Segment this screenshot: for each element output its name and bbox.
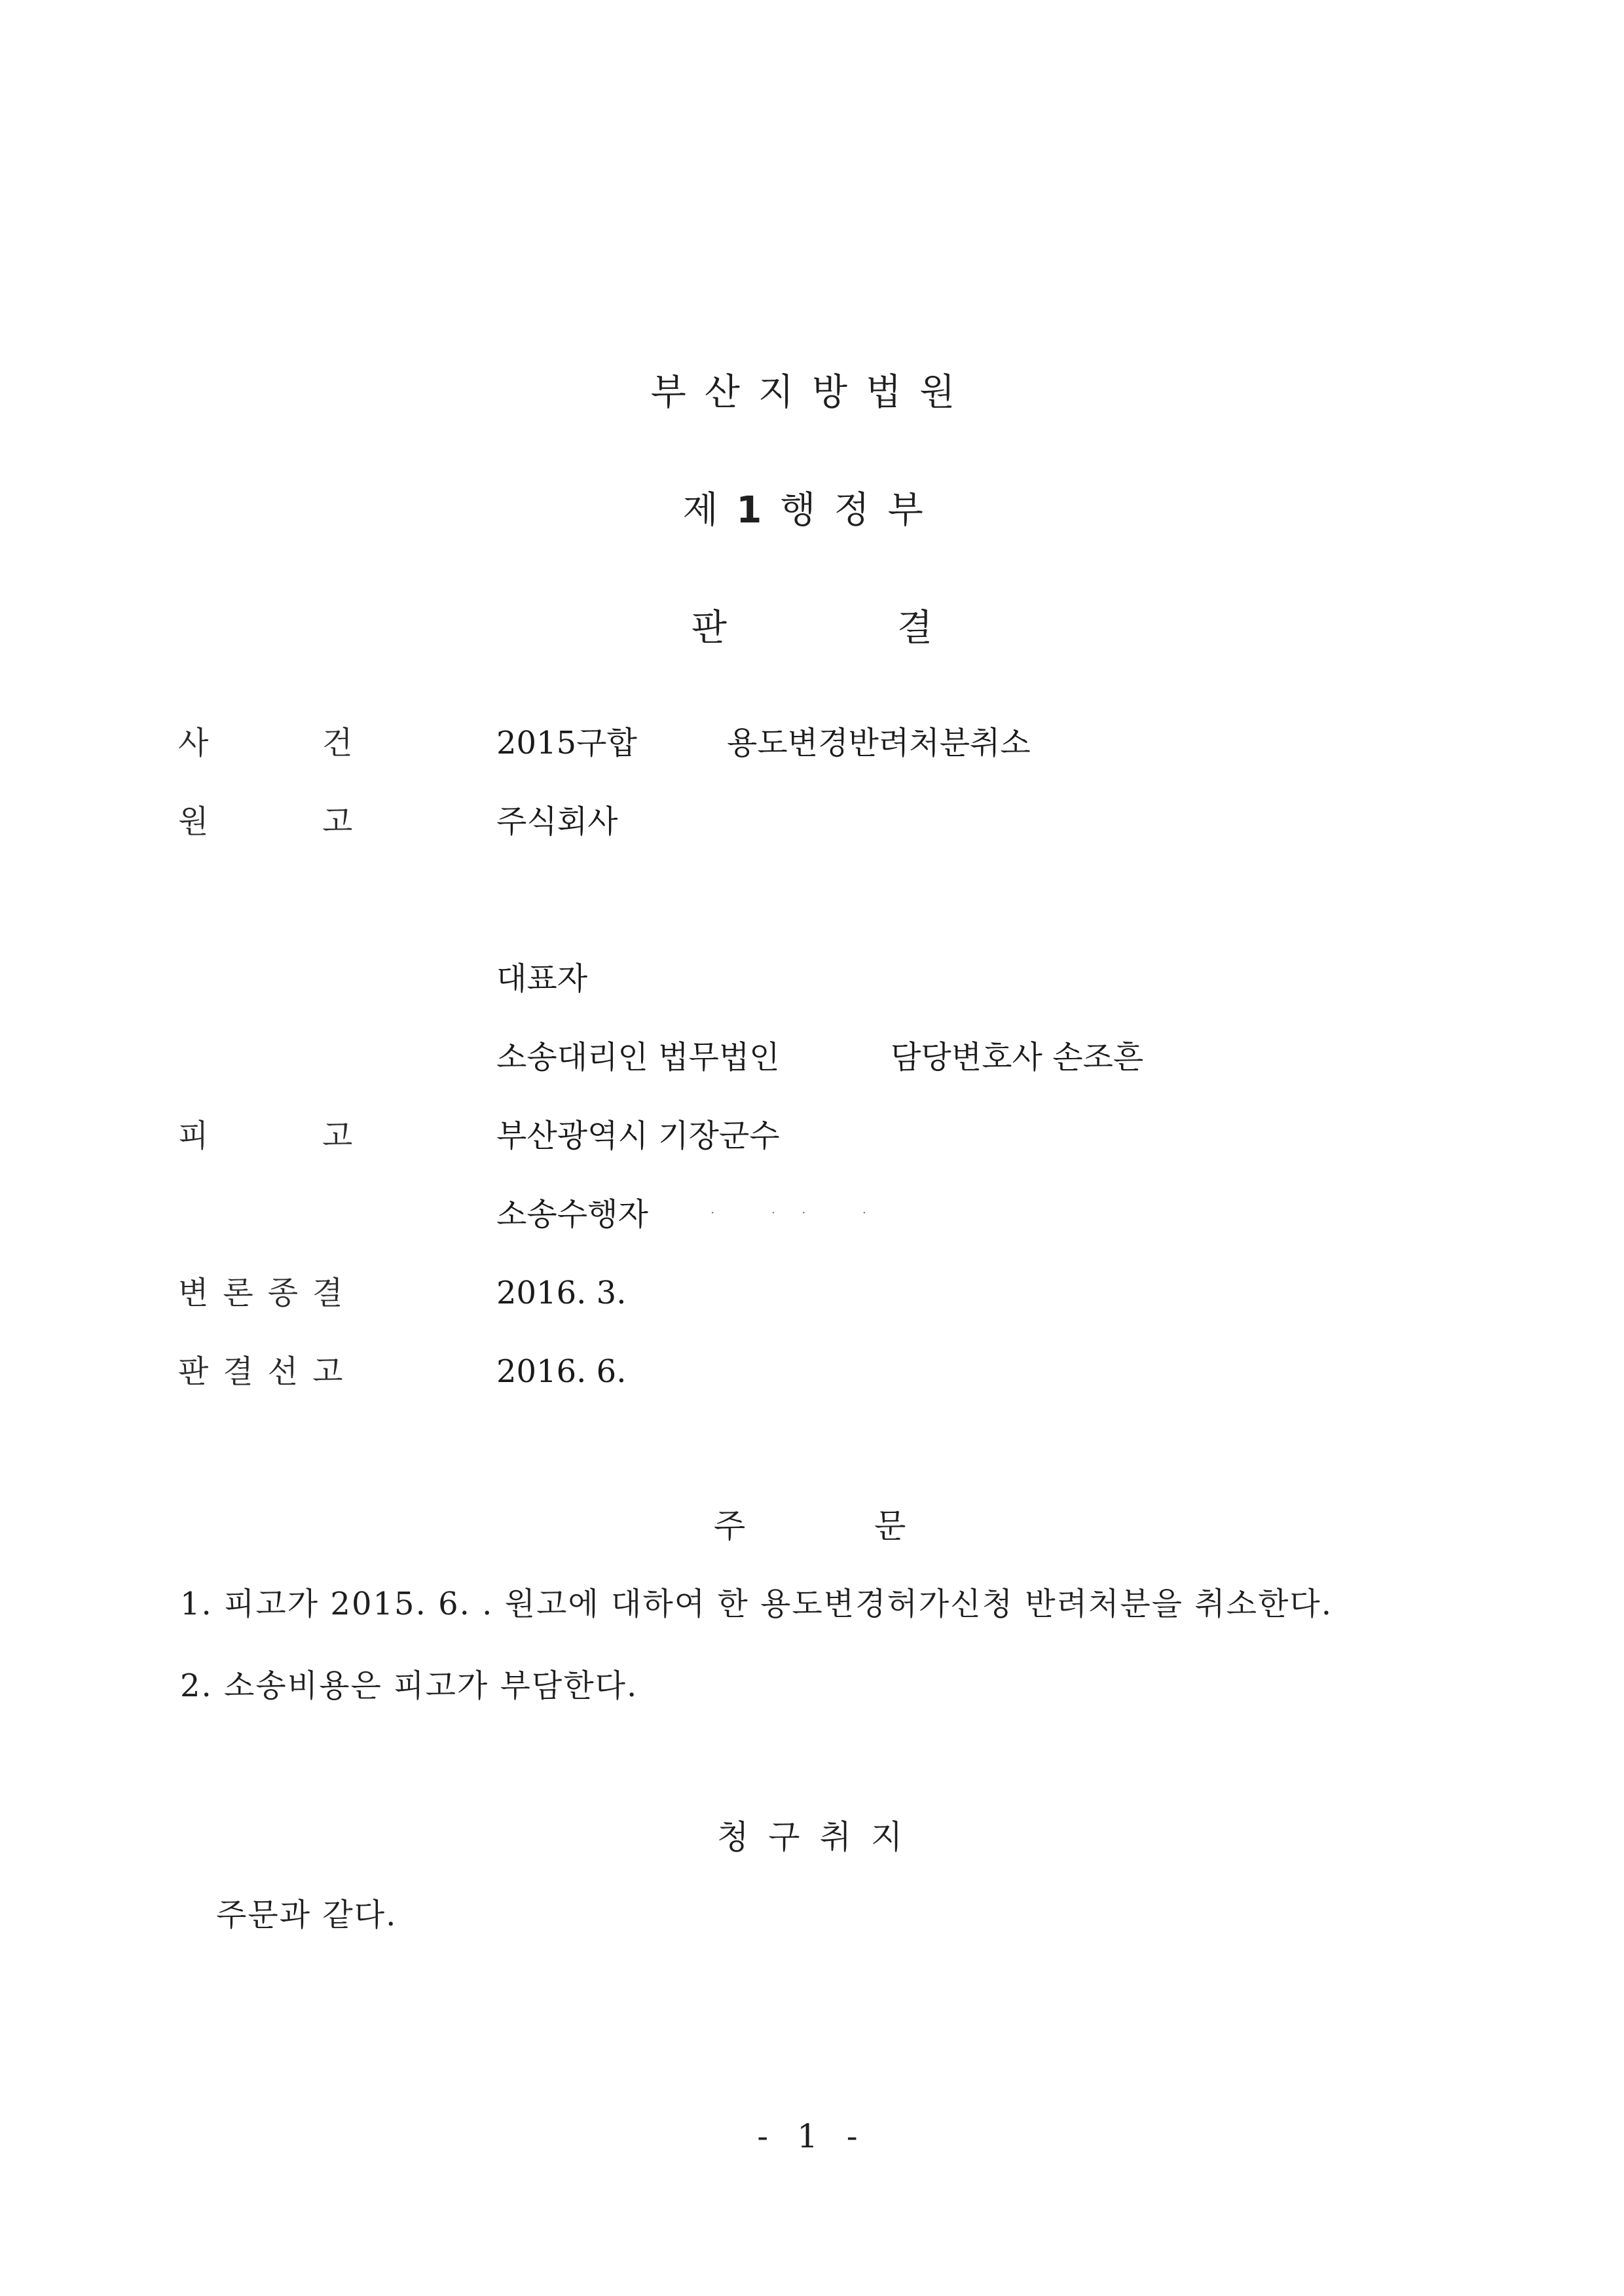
redaction-marks: · ·· · — [710, 1205, 893, 1220]
plaintiff-counsel: 소송대리인 법무법인 — [496, 1039, 780, 1076]
order-title-left: 주 — [714, 1507, 746, 1545]
case-name: 용도변경반려처분취소 — [727, 725, 1031, 761]
judgment-date: 2016. 6. — [496, 1353, 627, 1390]
division-title — [0, 488, 1624, 534]
defendant-litigator: 소송수행자 — [496, 1196, 648, 1233]
division-suffix: 행정부 — [780, 489, 942, 532]
court-name: 부산지방법원 — [650, 371, 974, 414]
closing-argument-label: 변론종결 — [178, 1275, 358, 1311]
closing-argument-date: 2016. 3. — [496, 1275, 627, 1311]
order-item-2: 2. 소송비용은 피고가 부담한다. — [180, 1667, 638, 1704]
judgment-date-label: 판결선고 — [178, 1353, 358, 1390]
judgment-title-right: 결 — [897, 607, 933, 649]
case-number: 2015구합 — [496, 725, 637, 761]
plaintiff-attorney: 담당변호사 손조흔 — [891, 1039, 1144, 1076]
defendant-name: 부산광역시 기장군수 — [496, 1118, 780, 1154]
plaintiff-representative: 대표자 — [496, 960, 588, 997]
judgment-title — [0, 606, 1624, 651]
division-prefix: 제 — [682, 489, 737, 532]
division-number: 1 — [736, 489, 781, 532]
document-page: 부산지방법원 제1행정부 판 결 사 건 2015구합 용도변경반려처분취소 원 고 주식회사 대표자 소송대리인 법무법인 담당변호사 손조흔 피 고 부산광역시 기장군수 소송수행자 · ·· · 변론종결 2016. 3. 판결선고 2016. 6. 주 문 1. 피고가 2015. 6. . 원고에 대하여 한 용도변경허가신청 반려처분을 취소한다. 2. 소송비용은 피고가 부담한다. 청구취지 주문과 같다. - 1 - — [0, 0, 1624, 2296]
claim-text: 주문과 같다. — [216, 1897, 397, 1933]
claim-title: 청구취지 — [717, 1818, 923, 1856]
judgment-title-left: 판 — [691, 607, 727, 649]
plaintiff-name: 주식회사 — [496, 803, 618, 840]
order-title-right: 문 — [874, 1507, 906, 1545]
order-item-1: 1. 피고가 2015. 6. . 원고에 대하여 한 용도변경허가신청 반려처분을 취소한다. — [180, 1586, 1333, 1622]
page-number: - 1 - — [757, 2117, 867, 2155]
